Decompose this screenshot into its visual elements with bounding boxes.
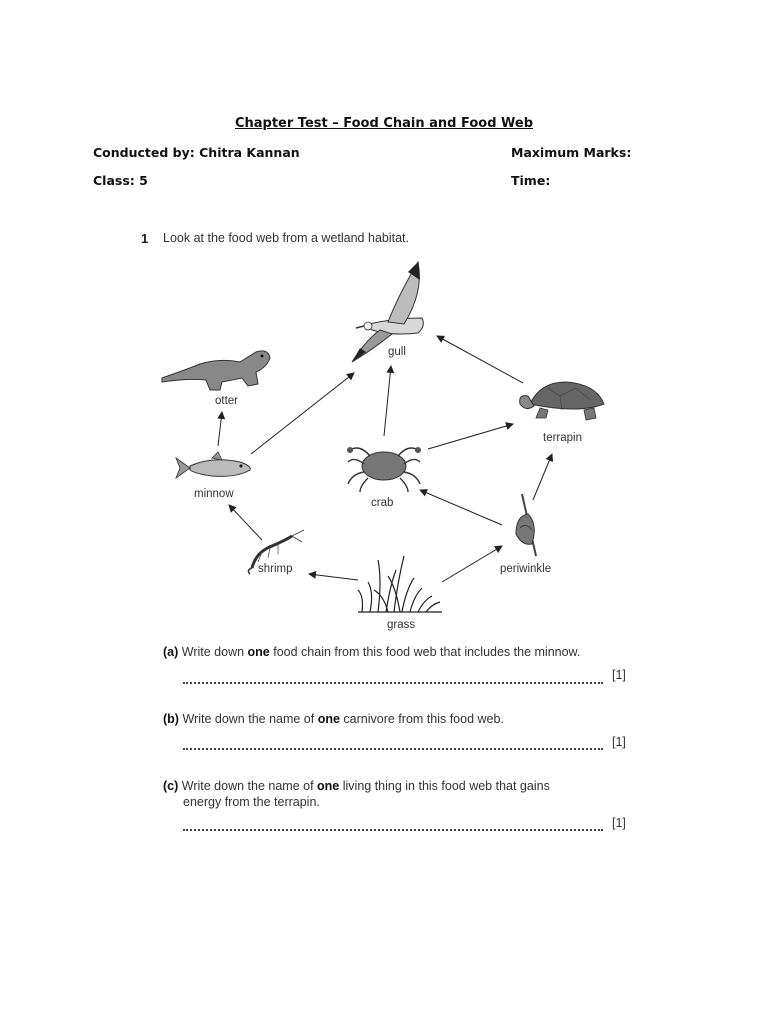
label-periwinkle: periwinkle <box>500 563 552 575</box>
subquestion-b <box>163 711 583 727</box>
time-label: Time: <box>511 173 551 188</box>
arrow-crab-gull <box>384 366 391 436</box>
subquestion-b-emphasis: one <box>317 712 340 726</box>
label-grass: grass <box>387 619 416 631</box>
terrapin-illustration <box>520 382 604 420</box>
subquestion-c-continuation: energy from the terrapin. <box>183 795 320 809</box>
arrow-terrapin-gull <box>437 336 523 383</box>
arrow-minnow-gull <box>251 373 354 454</box>
label-crab: crab <box>371 497 394 509</box>
arrow-grass-shrimp <box>309 574 358 580</box>
periwinkle-illustration <box>516 494 536 556</box>
minnow-illustration <box>176 452 250 478</box>
label-gull: gull <box>388 346 406 358</box>
page-title: Chapter Test – Food Chain and Food Web <box>234 116 534 131</box>
marks-c: [1] <box>612 816 626 830</box>
subquestion-a-label: (a) <box>163 645 179 659</box>
grass-illustration <box>358 556 442 612</box>
subquestion-a-text-pre: Write down <box>181 645 248 659</box>
arrow-periwinkle-crab <box>420 490 502 525</box>
subquestion-c <box>163 778 583 794</box>
answer-line-a[interactable] <box>183 682 603 684</box>
subquestion-a-emphasis: one <box>247 645 270 659</box>
crab-illustration <box>347 447 421 492</box>
food-web-diagram <box>140 250 620 640</box>
subquestion-b-label: (b) <box>163 712 179 726</box>
subquestion-b-text-post: carnivore from this food web. <box>339 712 504 726</box>
subquestion-b-text-pre: Write down the name of <box>182 712 318 726</box>
label-shrimp: shrimp <box>258 563 293 575</box>
question-prompt: Look at the food web from a wetland habitat. <box>163 231 409 245</box>
label-otter: otter <box>215 395 239 407</box>
arrow-shrimp-minnow <box>229 505 262 540</box>
subquestion-c-label: (c) <box>163 779 179 793</box>
marks-a: [1] <box>612 668 626 682</box>
arrow-grass-periwinkle <box>442 546 502 582</box>
arrow-crab-terrapin <box>428 424 513 449</box>
marks-b: [1] <box>612 735 626 749</box>
subquestion-c-text-post: living thing in this food web that gains <box>339 779 550 793</box>
subquestion-a <box>163 644 583 660</box>
answer-line-c[interactable] <box>183 829 603 831</box>
subquestion-c-emphasis: one <box>317 779 340 793</box>
answer-line-b[interactable] <box>183 748 603 750</box>
maximum-marks: Maximum Marks: <box>511 145 632 160</box>
question-number: 1 <box>141 231 149 246</box>
subquestion-a-text-post: food chain from this food web that includes the minnow. <box>269 645 581 659</box>
label-terrapin: terrapin <box>543 432 582 444</box>
label-minnow: minnow <box>194 488 234 500</box>
otter-illustration <box>162 351 270 390</box>
arrow-minnow-otter <box>218 412 222 446</box>
conducted-by: Conducted by: Chitra Kannan <box>93 145 300 160</box>
class-label: Class: 5 <box>93 173 148 188</box>
arrow-periwinkle-terrapin <box>533 454 552 500</box>
subquestion-c-text-pre: Write down the name of <box>181 779 318 793</box>
